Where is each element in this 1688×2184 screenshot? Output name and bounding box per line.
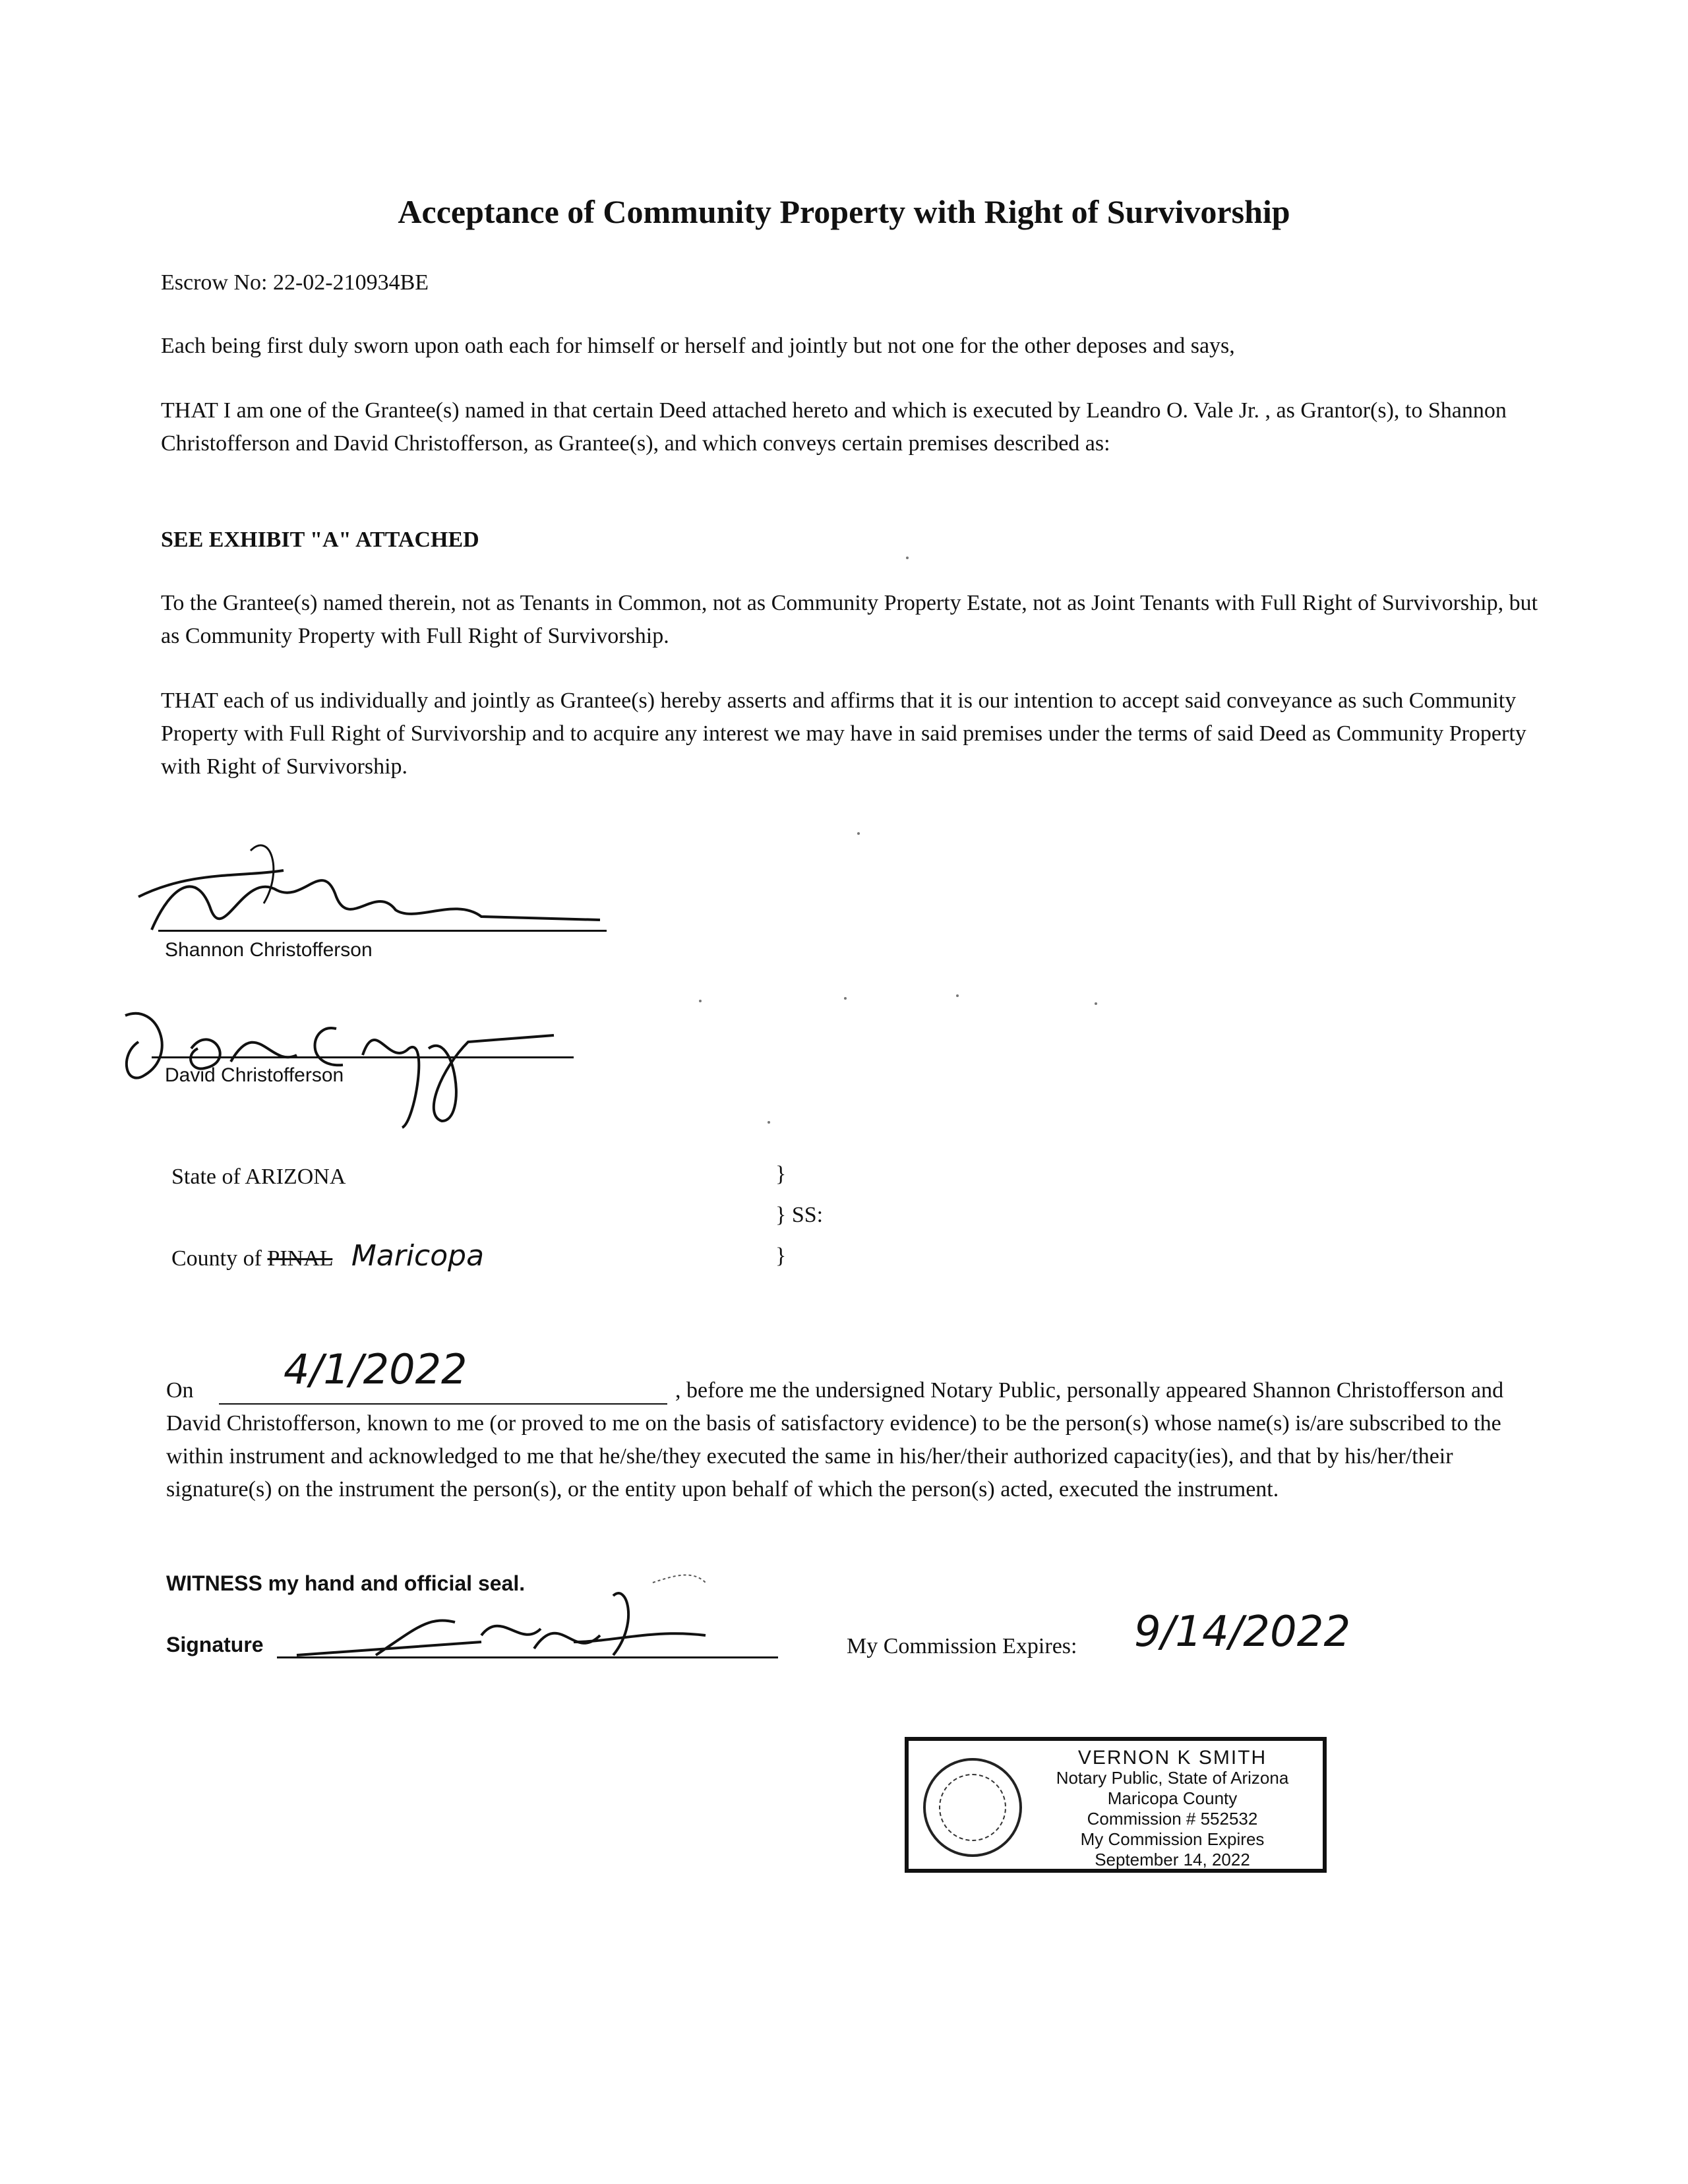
scan-speck bbox=[1095, 1002, 1097, 1005]
scan-speck bbox=[844, 997, 847, 1000]
notary-paragraph: , before me the undersigned Notary Public, personally appeared Shannon Christofferson and David Christofferson, known to me (or proved to me on the basis of satisfactory evidence) to be the person(s) whose name(s) is/are subscribed to the within instrument and acknowledged to me that he/she/they executed the same in his/her/their authorized capacity(ies), and that by his/her/their signature(s) on the instrument the person(s), or the entity upon behalf of which the person(s) acted, executed the instrument. bbox=[166, 1378, 1504, 1502]
venue-brace-bottom: } bbox=[775, 1244, 787, 1268]
notary-date-handwritten: 4/1/2022 bbox=[284, 1345, 467, 1393]
signature-label: Signature bbox=[166, 1633, 264, 1656]
signer-name-shannon: Shannon Christofferson bbox=[165, 939, 373, 961]
stamp-notary-name: VERNON K SMITH bbox=[1077, 1747, 1267, 1769]
stamp-text bbox=[1027, 1747, 1317, 1870]
state-seal-icon bbox=[923, 1758, 1022, 1857]
stamp-line-commission: Commission # 552532 bbox=[1087, 1809, 1258, 1829]
scan-speck bbox=[699, 1000, 702, 1002]
commission-label: My Commission Expires: bbox=[847, 1634, 1077, 1658]
grantee-paragraph: THAT I am one of the Grantee(s) named in that certain Deed attached hereto and which is executed by Leandro O. Vale Jr. , as Grantor(s), to Shannon Christofferson and David Christofferson, as Grantee(s), and which conveys certain premises described as: bbox=[161, 398, 1507, 456]
venue-state: State of ARIZONA bbox=[171, 1165, 346, 1189]
stamp-line-expires-date: September 14, 2022 bbox=[1095, 1850, 1250, 1869]
scan-speck bbox=[956, 994, 959, 997]
county-handwritten: Maricopa bbox=[351, 1239, 485, 1273]
escrow-number: Escrow No: 22-02-210934BE bbox=[161, 270, 429, 295]
scan-speck bbox=[768, 1121, 770, 1124]
venue-brace-top: } bbox=[775, 1162, 787, 1186]
venue-county bbox=[171, 1240, 765, 1275]
commission-date-handwritten: 9/14/2022 bbox=[1134, 1608, 1351, 1656]
affirmation-paragraph: THAT each of us individually and jointly as Grantee(s) hereby asserts and affirms that it is our intention to accept said conveyance as such Community Property with Full Right of Survivorship and to acquire any interest we may have in said premises under the terms of said Deed as Community Property with Right of Survivorship. bbox=[161, 688, 1526, 779]
venue-ss: } SS: bbox=[775, 1203, 824, 1227]
stamp-line-county: Maricopa County bbox=[1107, 1788, 1238, 1808]
document-title: Acceptance of Community Property with Right of Survivorship bbox=[398, 193, 1290, 230]
state-seal-inner bbox=[939, 1774, 1006, 1841]
signature-line-david bbox=[152, 1056, 574, 1058]
signature-david bbox=[99, 989, 574, 1134]
exhibit-heading: SEE EXHIBIT "A" ATTACHED bbox=[161, 528, 479, 552]
scan-speck bbox=[906, 557, 909, 559]
witness-statement: WITNESS my hand and official seal. bbox=[166, 1571, 526, 1595]
on-label: On bbox=[166, 1378, 194, 1403]
signer-name-david: David Christofferson bbox=[165, 1064, 344, 1086]
oath-paragraph: Each being first duly sworn upon oath each for himself or herself and jointly but not one for the other deposes and says, bbox=[161, 334, 1235, 358]
notary-signature bbox=[284, 1569, 771, 1668]
scan-speck bbox=[857, 832, 860, 835]
stamp-line-title: Notary Public, State of Arizona bbox=[1056, 1768, 1289, 1788]
county-label: County of bbox=[171, 1246, 262, 1271]
tenancy-paragraph: To the Grantee(s) named therein, not as Tenants in Common, not as Community Property Estate, not as Joint Tenants with Full Right of Survivorship, but as Community Property with Full Right of Survivorship. bbox=[161, 591, 1538, 648]
county-struck: PINAL bbox=[267, 1246, 333, 1271]
signature-line-shannon bbox=[158, 930, 607, 932]
stamp-line-expires-label: My Commission Expires bbox=[1080, 1829, 1265, 1849]
notary-stamp bbox=[905, 1737, 1327, 1873]
